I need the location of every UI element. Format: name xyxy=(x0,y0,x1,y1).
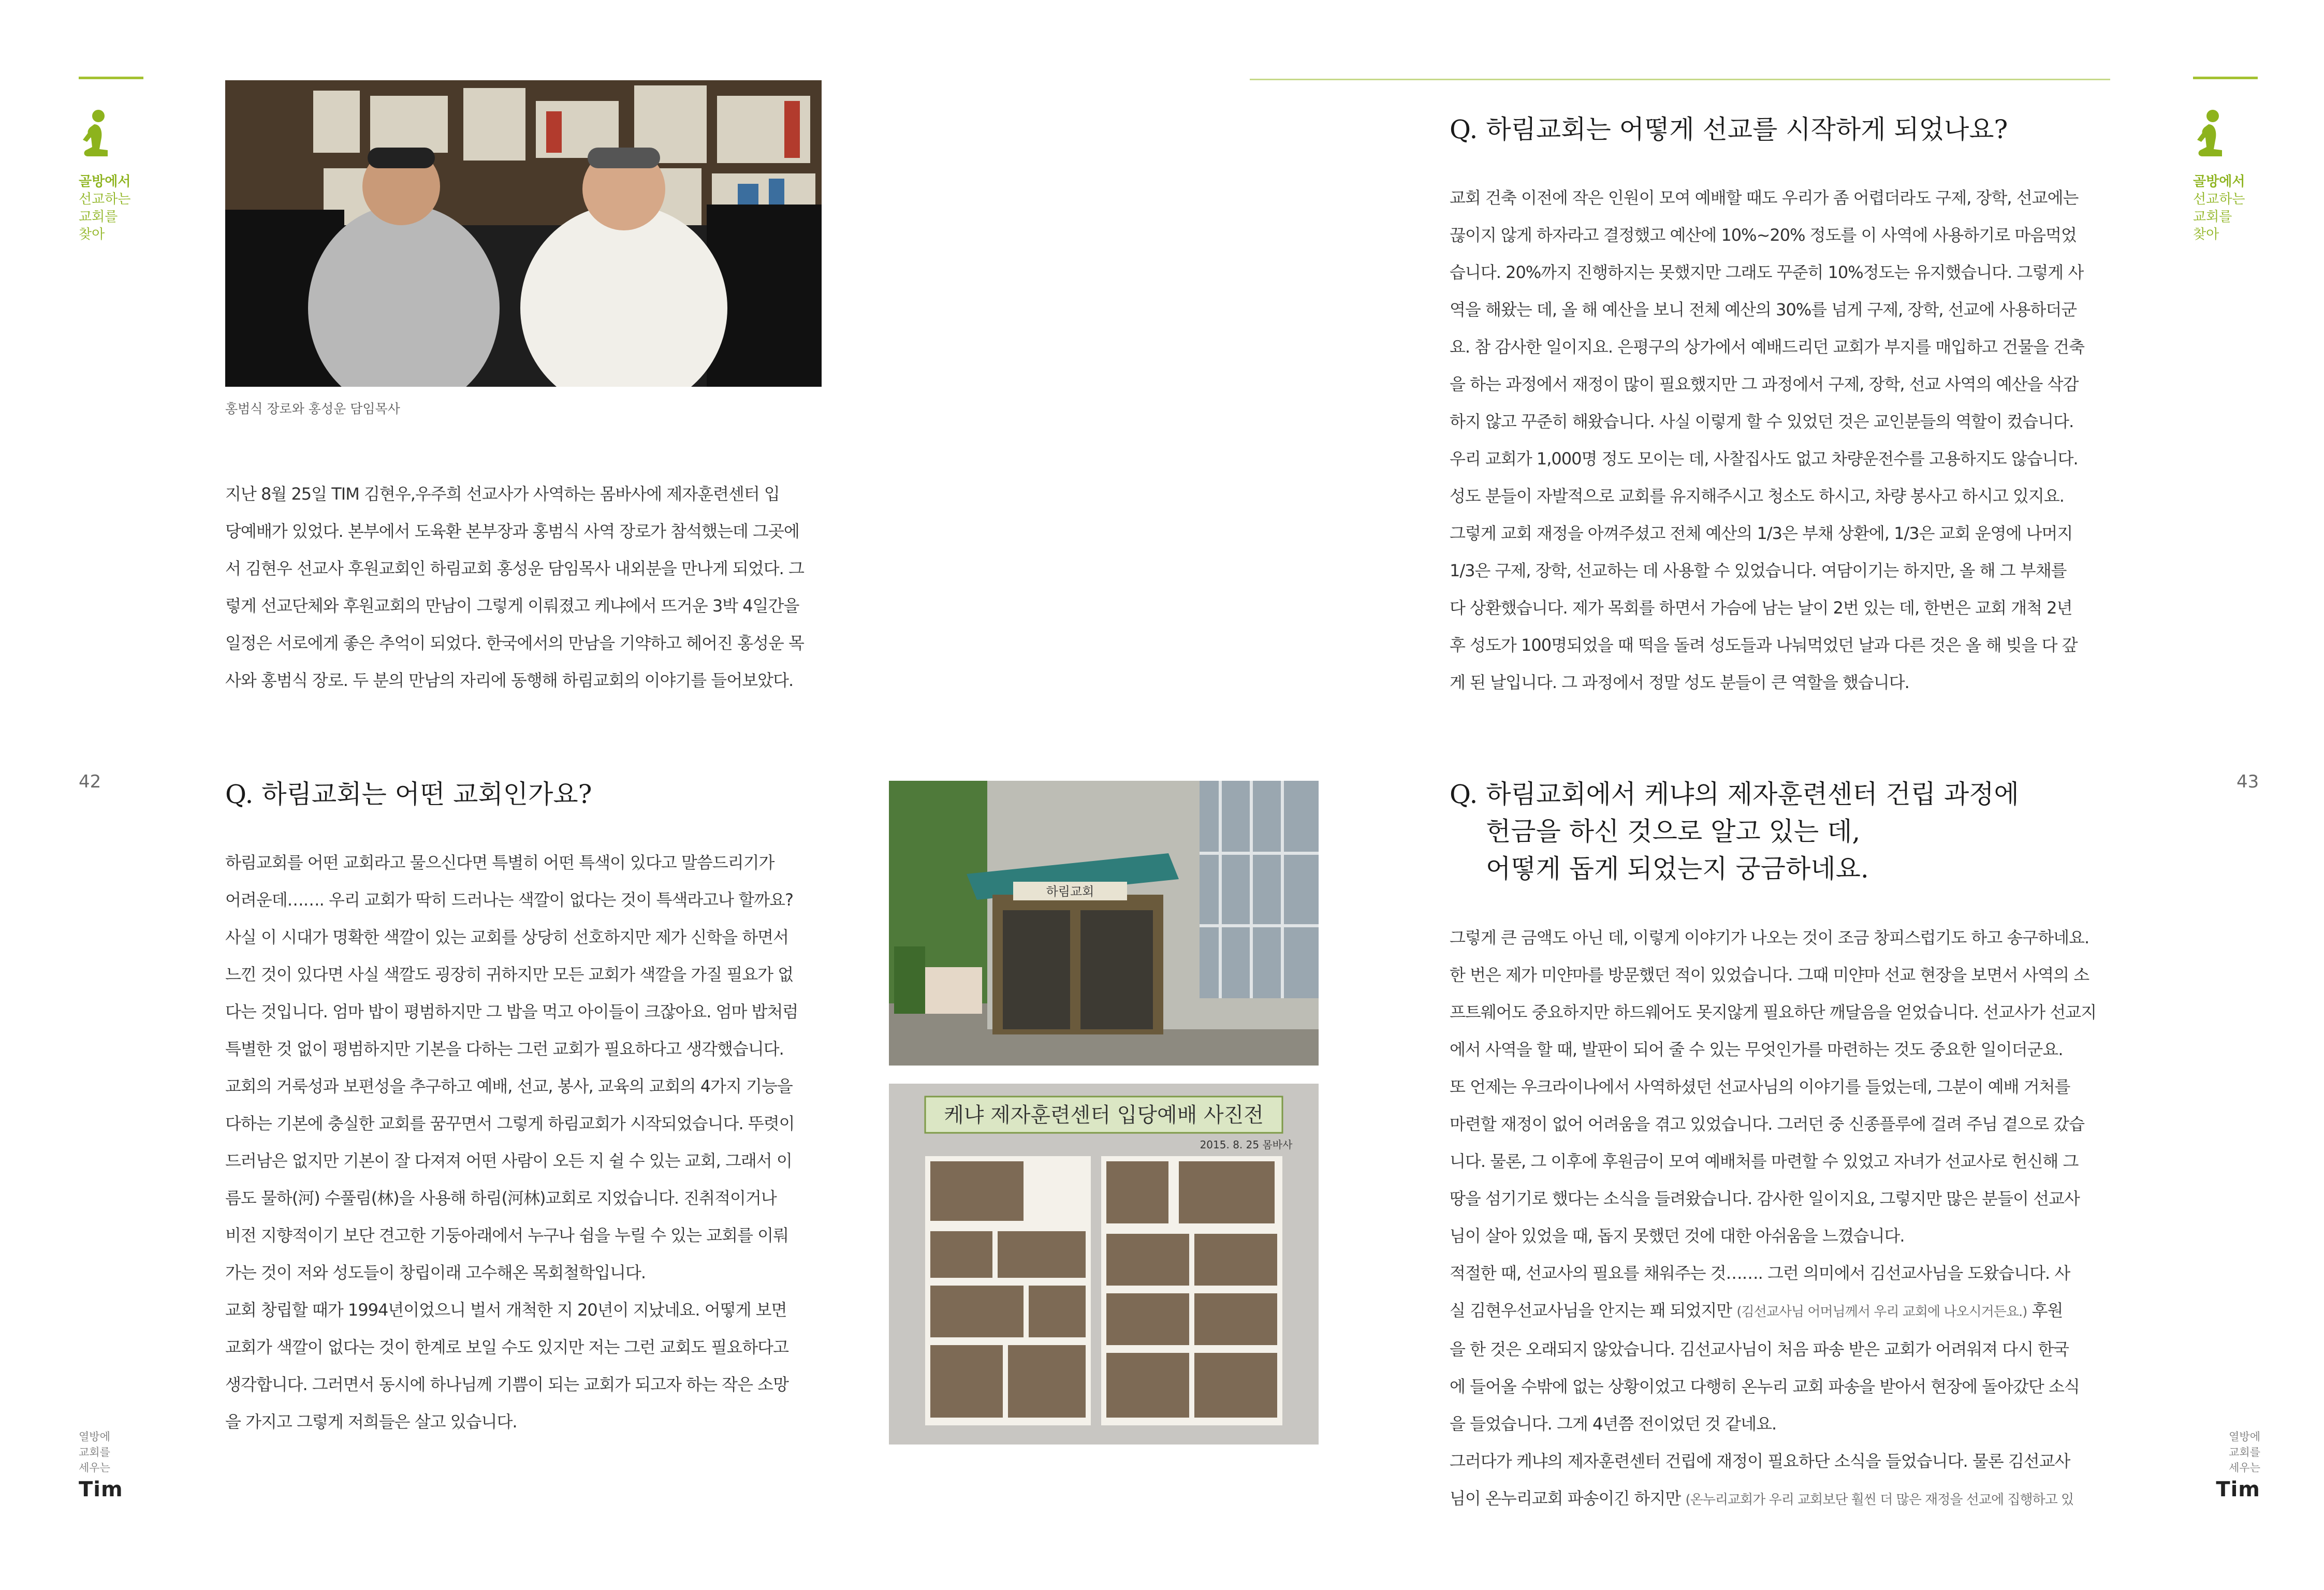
answer-line: 끊이지 않게 하자라고 결정했고 예산에 10%~20% 정도를 이 사역에 사용하기로 마음먹었 xyxy=(1450,225,2077,245)
question-line: 어떻게 돕게 되었는지 궁금하네요. xyxy=(1486,854,1869,884)
answer-line: 특별한 것 없이 평범하지만 기본을 다하는 그런 교회가 필요하다고 생각했습니다. xyxy=(225,1039,784,1059)
answer-line: 드러남은 없지만 기본이 잘 다져져 어떤 사람이 오든 지 쉴 수 있는 교회, 그래서 이 xyxy=(225,1151,792,1171)
answer-line: 을 들었습니다. 그게 4년쯤 전이었던 것 같네요. xyxy=(1450,1414,1777,1434)
answer-line: 적절한 때, 선교사의 필요를 채워주는 것……. 그런 의미에서 김선교사님을 도왔습니다. 사 xyxy=(1450,1263,2070,1283)
answer-text: 실 김현우선교사님을 안지는 꽤 되었지만 xyxy=(1450,1301,1732,1320)
banner-date: 2015. 8. 25 몸바사 xyxy=(1200,1139,1293,1151)
answer-line: 을 하는 과정에서 재정이 많이 필요했지만 그 과정에서 구제, 장학, 선교 사역의 예산을 삭감 xyxy=(1450,374,2079,394)
answer-line: 님이 살아 있었을 때, 돕지 못했던 것에 대한 아쉬움을 느꼈습니다. xyxy=(1450,1226,1905,1246)
photo-two-pastors xyxy=(225,80,822,387)
answer-line: 다는 것입니다. 엄마 밥이 평범하지만 그 밥을 먹고 아이들이 크잖아요. 엄마 밥처럼 xyxy=(225,1002,798,1022)
answer-line: 가는 것이 저와 성도들이 창립이래 고수해온 목회철학입니다. xyxy=(225,1263,646,1282)
answer-line: 성도 분들이 자발적으로 교회를 유지해주시고 청소도 하시고, 차량 봉사고 하시고 있지요. xyxy=(1450,486,2064,506)
prayer-icon xyxy=(79,109,112,166)
intro-paragraph xyxy=(225,475,826,699)
answer-line: 마련할 재정이 없어 어려움을 겪고 있었습니다. 그러던 중 신종플루에 걸려 주님 곁으로 갔습 xyxy=(1450,1114,2084,1134)
answer-line: 다 상환했습니다. 제가 목회를 하면서 가슴에 남는 날이 2번 있는 데, 한번은 교회 개척 2년 xyxy=(1450,598,2072,618)
answer-paragraph xyxy=(1450,919,2117,1519)
logo-word: Tim xyxy=(2216,1478,2260,1501)
question-heading: Q. 하림교회는 어떤 교회인가요? xyxy=(225,779,592,809)
banner-text: 케냐 제자훈련센터 입당예배 사진전 xyxy=(944,1103,1264,1127)
answer-line: 어려운데……. 우리 교회가 딱히 드러나는 색깔이 없다는 것이 특색라고나 할까요? xyxy=(225,890,793,910)
answer-line: 후 성도가 100명되었을 때 떡을 돌려 성도들과 나눠먹었던 날과 다른 것은 올 해 빚을 다 갚 xyxy=(1450,635,2078,655)
logo-line-1: 열방에 xyxy=(2229,1431,2260,1443)
answer-line: 에 들어올 수밖에 없는 상황이었고 다행히 온누리 교회 파송을 받아서 현장에 돌아갔단 소식 xyxy=(1450,1377,2080,1396)
answer-line: 을 한 것은 오래되지 않았습니다. 김선교사님이 처음 파송 받은 교회가 어려워져 다시 한국 xyxy=(1450,1339,2069,1359)
tim-logo-left xyxy=(79,1429,141,1501)
page-number-right: 43 xyxy=(2237,771,2259,792)
intro-line: 지난 8월 25일 TIM 김현우,우주희 선교사가 사역하는 몸바사에 제자훈련센터 입 xyxy=(225,484,780,504)
answer-line: 하지 않고 꾸준히 해왔습니다. 사실 이렇게 할 수 있었던 것은 교인분들의 역할이 컸습니다. xyxy=(1450,412,2074,431)
left-section-tag xyxy=(79,109,172,243)
section-sub-2: 교회를 xyxy=(2193,209,2232,225)
section-sub-1: 선교하는 xyxy=(2193,192,2245,207)
answer-line: 우리 교회가 1,000명 정도 모이는 데, 사찰집사도 없고 차량운전수를 고용하지도 않습니다. xyxy=(1450,449,2078,469)
answer-line: 름도 물하(河) 수풀림(林)을 사용해 하림(河林)교회로 지었습니다. 진취적이거나 xyxy=(225,1188,777,1208)
church-building-image xyxy=(889,781,1319,1066)
tim-logo-right xyxy=(2214,1429,2260,1501)
logo-line-3: 세우는 xyxy=(2229,1462,2260,1474)
answer-text: 님이 온누리교회 파송이긴 하지만 xyxy=(1450,1489,1681,1508)
answer-line: 하림교회를 어떤 교회라고 물으신다면 특별히 어떤 특색이 있다고 말씀드리기가 xyxy=(225,853,774,872)
answer-line: 프트웨어도 중요하지만 하드웨어도 못지않게 필요하단 깨달음을 얻었습니다. 선교사가 선교지 xyxy=(1450,1002,2097,1022)
answer-line: 습니다. 20%까지 진행하지는 못했지만 그래도 꾸준히 10%정도는 유지했습니다. 그렇게 사 xyxy=(1450,262,2084,282)
answer-line: 교회의 거룩성과 보편성을 추구하고 예배, 선교, 봉사, 교육의 교회의 4가지 기능을 xyxy=(225,1076,793,1096)
section-sub-3: 찾아 xyxy=(2193,227,2219,242)
answer-line: 에서 사역을 할 때, 발판이 되어 줄 수 있는 무엇인가를 마련하는 것도 중요한 일이더군요. xyxy=(1450,1040,2063,1059)
right-section-tag xyxy=(2193,109,2286,243)
answer-line: 교회가 색깔이 없다는 것이 한계로 보일 수도 있지만 저는 그런 교회도 필요하다고 xyxy=(225,1337,788,1357)
church-sign-text: 하림교회 xyxy=(1046,884,1094,899)
answer-line: 또 언제는 우크라이나에서 사역하셨던 선교사님의 이야기를 들었는데, 그분이 예배 거처를 xyxy=(1450,1077,2070,1097)
intro-line: 당예배가 있었다. 본부에서 도육환 본부장과 홍범식 사역 장로가 참석했는데 그곳에 xyxy=(225,521,799,541)
answer-line-with-note xyxy=(1450,1480,2117,1519)
photo-exhibit-board xyxy=(889,1084,1319,1445)
left-top-rule xyxy=(79,77,143,79)
logo-line-3: 세우는 xyxy=(79,1462,110,1474)
intro-line: 렇게 선교단체와 후원교회의 만남이 그렇게 이뤄졌고 케냐에서 뜨거운 3박 4일간을 xyxy=(225,596,799,616)
answer-note: (온누리교회가 우리 교회보단 훨씬 더 많은 재정을 선교에 집행하고 있 xyxy=(1685,1492,2074,1508)
answer-note: (김선교사님 어머님께서 우리 교회에 나오시거든요.) xyxy=(1736,1304,2027,1320)
answer-line: 사실 이 시대가 명확한 색깔이 있는 교회를 상당히 선호하지만 제가 신학을 하면서 xyxy=(225,927,788,947)
answer-line: 그러다가 케냐의 제자훈련센터 건립에 재정이 필요하단 소식을 들었습니다. 물론 김선교사 xyxy=(1450,1451,2070,1471)
answer-line: 요. 참 감사한 일이지요. 은평구의 상가에서 예배드리던 교회가 부지를 매입하고 건물을 건축 xyxy=(1450,337,2084,357)
section-sub-3: 찾아 xyxy=(79,227,105,242)
answer-paragraph xyxy=(225,844,826,1440)
answer-line: 다하는 기본에 충실한 교회를 꿈꾸면서 그렇게 하림교회가 시작되었습니다. 뚜렷이 xyxy=(225,1114,795,1133)
logo-word: Tim xyxy=(79,1478,123,1501)
right-top-rule xyxy=(2193,77,2258,79)
logo-line-1: 열방에 xyxy=(79,1431,110,1443)
section-title: 골방에서 xyxy=(2193,174,2245,189)
answer-line: 생각합니다. 그러면서 동시에 하나님께 기쁨이 되는 교회가 되고자 하는 작은 소망 xyxy=(225,1375,788,1394)
answer-line: 게 된 날입니다. 그 과정에서 정말 성도 분들이 큰 역할을 했습니다. xyxy=(1450,673,1909,692)
answer-line: 니다. 물론, 그 이후에 후원금이 모여 예배처를 마련할 수 있었고 자녀가 선교사로 헌신해 그 xyxy=(1450,1151,2079,1171)
exhibit-board-image xyxy=(889,1084,1319,1445)
answer-paragraph xyxy=(1450,179,2117,701)
prayer-icon xyxy=(2193,109,2226,166)
question-line: Q. 하림교회에서 케냐의 제자훈련센터 건립 과정에 xyxy=(1450,779,2019,809)
photo-church-building xyxy=(889,781,1319,1066)
answer-line: 땅을 섬기기로 했다는 소식을 들려왔습니다. 감사한 일이지요, 그렇지만 많은 분들이 선교사 xyxy=(1450,1189,2080,1208)
section-sub-2: 교회를 xyxy=(79,209,118,225)
intro-line: 서 김현우 선교사 후원교회인 하림교회 홍성운 담임목사 내외분을 만나게 되었다. 그 xyxy=(225,559,804,578)
logo-line-2: 교회를 xyxy=(2229,1446,2260,1458)
photo-caption: 홍범식 장로와 홍성운 담임목사 xyxy=(225,401,400,416)
intro-line: 일정은 서로에게 좋은 추억이 되었다. 한국에서의 만남을 기약하고 헤어진 홍성운 목 xyxy=(225,633,804,653)
answer-line: 을 가지고 그렇게 저희들은 살고 있습니다. xyxy=(225,1412,517,1432)
photo-two-pastors-image xyxy=(225,80,822,387)
answer-line: 한 번은 제가 미얀마를 방문했던 적이 있었습니다. 그때 미얀마 선교 현장을 보면서 사역의 소 xyxy=(1450,965,2089,985)
answer-line: 1/3은 구제, 장학, 선교하는 데 사용할 수 있었습니다. 여담이기는 하지만, 올 해 그 부채를 xyxy=(1450,561,2067,580)
section-sub-1: 선교하는 xyxy=(79,192,131,207)
answer-line: 그렇게 큰 금액도 아닌 데, 이렇게 이야기가 나오는 것이 조금 창피스럽기도 하고 송구하네요. xyxy=(1450,928,2089,947)
answer-line: 교회 건축 이전에 작은 인원이 모여 예배할 때도 우리가 좀 어렵더라도 구제, 장학, 선교에는 xyxy=(1450,188,2079,208)
question-heading: Q. 하림교회는 어떻게 선교를 시작하게 되었나요? xyxy=(1450,114,2008,144)
answer-line: 그렇게 교회 재정을 아껴주셨고 전체 예산의 1/3은 부채 상환에, 1/3은 교회 운영에 나머지 xyxy=(1450,523,2073,543)
intro-line: 사와 홍범식 장로. 두 분의 만남의 자리에 동행해 하림교회의 이야기를 들어보았다. xyxy=(225,670,794,690)
question-line: 헌금을 하신 것으로 알고 있는 데, xyxy=(1486,816,1861,847)
answer-line: 비전 지향적이기 보단 견고한 기둥아래에서 누구나 쉼을 누릴 수 있는 교회를 이뤄 xyxy=(225,1226,788,1245)
logo-line-2: 교회를 xyxy=(79,1446,110,1458)
answer-line-with-note xyxy=(1450,1292,2117,1331)
page-number-left: 42 xyxy=(79,771,101,792)
answer-text: 후원 xyxy=(2027,1301,2063,1320)
answer-line: 교회 창립할 때가 1994년이었으니 벌서 개척한 지 20년이 지났네요. 어떻게 보면 xyxy=(225,1300,787,1320)
answer-line: 역을 해왔는 데, 올 해 예산을 보니 전체 예산의 30%를 넘게 구제, 장학, 선교에 사용하더군 xyxy=(1450,300,2077,319)
answer-line: 느낀 것이 있다면 사실 색깔도 굉장히 귀하지만 모든 교회가 색깔을 가질 필요가 없 xyxy=(225,965,794,984)
question-heading-multiline xyxy=(1450,776,2019,887)
section-title: 골방에서 xyxy=(79,174,131,189)
right-top-rule-thin xyxy=(1250,79,2110,80)
